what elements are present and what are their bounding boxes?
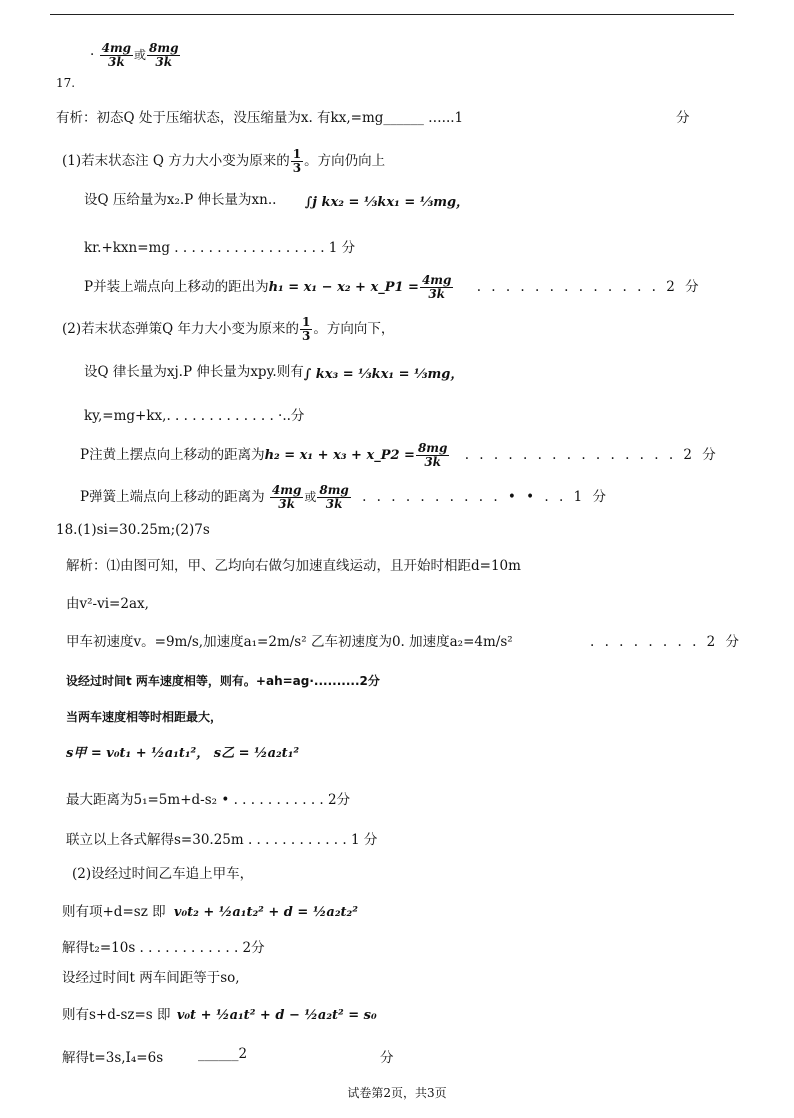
p17-line-2 <box>62 148 385 175</box>
frac-numerator: 4mg <box>101 41 132 55</box>
frac-numerator: 4mg <box>421 273 452 287</box>
text: 。方向向下， <box>313 321 395 337</box>
p17-line-1-score: 分 <box>676 110 690 126</box>
problem-18-answer: 18.(1)si=30.25m;(2)7s <box>56 522 210 538</box>
equation: ∫j kx₂ = ⅓kx₁ = ⅓mg， <box>304 195 470 210</box>
score-dots: . . . . . . . . . . • • . . 1 分 <box>362 489 609 505</box>
problem-17-number: 17. <box>56 76 76 90</box>
p18-equation-distances: s甲 = v₀t₁ + ½a₁t₁²， s乙 = ½a₂t₁² <box>66 746 300 761</box>
p18-line-4: 甲车初速度v。=9m/s,加速度a₁=2m/s² 乙车初速度为0. 加速度a₂=4m/s² <box>66 634 513 650</box>
fraction <box>416 442 449 469</box>
answer-or: 或 <box>134 48 147 62</box>
p18-line-15-blank: ______2 <box>198 1046 248 1062</box>
frac-denominator: 3k <box>424 455 441 469</box>
p18-line-6: 当两车速度相等时相距最大， <box>66 710 223 724</box>
text: P弹簧上端点向上移动的距离为 <box>80 489 265 505</box>
or-text: 或 <box>304 490 317 504</box>
score-dots: . . . . . . . . . . . . . 2 分 <box>476 279 702 295</box>
fraction-one-third <box>300 316 312 343</box>
frac-numerator: 1 <box>301 315 311 329</box>
frac-numerator: 8mg <box>319 483 349 497</box>
score-dots: . . . . . . . . . . . . . . . 2 分 <box>464 447 719 463</box>
text: (2)若末状态弹策Q 年力大小变为原来的 <box>62 321 299 337</box>
equation: h₁ = x₁ − x₂ + x_P1 = <box>268 280 419 295</box>
p18-line-13: 设经过时间t 两车间距等于so, <box>62 970 240 986</box>
fraction <box>317 484 350 511</box>
p18-line-4-score: . . . . . . . . 2 分 <box>590 634 743 650</box>
frac-denominator: 3k <box>278 497 295 511</box>
text: 设Q 律长量为xj.P 伸长量为xpy.则有 <box>84 364 304 380</box>
frac-denominator: 3k <box>155 55 173 69</box>
p17-line-9 <box>80 442 719 469</box>
p18-line-15: 解得t=3s,I₄=6s <box>62 1050 164 1066</box>
frac-denominator: 3k <box>107 55 125 69</box>
p18-line-5: 设经过时间t 两车速度相等，则有。+ah=ag·..........2分 <box>66 674 380 688</box>
p18-line-9: 联立以上各式解得s=30.25m . . . . . . . . . . . . 1 分 <box>66 832 378 848</box>
equation: ∫ kx₃ = ⅓kx₁ = ⅓mg， <box>303 367 464 382</box>
p17-line-5 <box>84 274 702 301</box>
p17-line-7 <box>84 360 463 382</box>
frac-numerator: 8mg <box>417 441 448 455</box>
p18-line-15-score: 分 <box>380 1050 394 1066</box>
answer-bullet: · <box>90 47 95 63</box>
p17-line-1: 有析：初态Q 处于压缩状态，没压缩量为x. 有kx,=mg______ …...1 <box>56 110 464 126</box>
text: 。方向仍向上 <box>304 153 386 169</box>
text: P并装上端点向上移动的距出为 <box>84 279 269 295</box>
fraction <box>420 274 453 301</box>
frac-numerator: 4mg <box>271 483 302 497</box>
equation: h₂ = x₁ + x₃ + x_P2 = <box>264 448 415 463</box>
fraction-one-third <box>291 148 303 175</box>
p18-line-3: 由v²-vi=2ax, <box>66 596 149 612</box>
top-rule <box>50 14 734 15</box>
equation: v₀t + ½a₁t² + d − ½a₂t² = s₀ <box>176 1008 377 1023</box>
frac-numerator: 8mg <box>149 41 179 55</box>
frac-denominator: 3k <box>325 497 343 511</box>
p17-line-6 <box>62 316 394 343</box>
p18-line-14 <box>62 1003 377 1023</box>
answer-fraction-2 <box>147 42 180 69</box>
text: (1)若末状态注 Q 方力大小变为原来的 <box>62 153 290 169</box>
text: P注黄上摆点向上移动的距离为 <box>80 447 265 463</box>
p17-line-3 <box>84 188 469 210</box>
frac-denominator: 3 <box>301 329 311 343</box>
p18-line-12: 解得t₂=10s . . . . . . . . . . . . 2分 <box>62 940 265 956</box>
p18-line-2: 解析：⑴由图可知，甲、乙均向右做匀加速直线运动，且开始时相距d=10m <box>66 558 521 574</box>
p18-line-8: 最大距离为5₁=5m+d-s₂ • . . . . . . . . . . . 2分 <box>66 792 351 808</box>
p18-line-11 <box>62 900 358 920</box>
p17-line-10 <box>80 484 609 511</box>
p18-line-10: (2)设经过时间乙车追上甲车， <box>72 866 254 882</box>
frac-denominator: 3k <box>428 287 445 301</box>
p17-line-4: kr.+kxn=mg . . . . . . . . . . . . . . . . . . 1 分 <box>84 240 356 256</box>
text: 设Q 压给量为x₂.P 伸长量为xn.. <box>84 192 277 208</box>
answer-fraction-1 <box>100 42 133 69</box>
page-footer: 试卷第2页，共3页 <box>347 1086 447 1100</box>
text: 则有项+d=sz 即 <box>62 904 166 920</box>
p17-answer <box>90 42 181 69</box>
frac-denominator: 3 <box>292 161 302 175</box>
p17-line-8: ky,=mg+kx,. . . . . . . . . . . . . ·..分 <box>84 408 305 424</box>
text: 则有s+d-sz=s 即 <box>62 1007 171 1023</box>
equation: v₀t₂ + ½a₁t₂² + d = ½a₂t₂² <box>173 905 358 920</box>
fraction <box>270 484 303 511</box>
frac-numerator: 1 <box>292 147 302 161</box>
